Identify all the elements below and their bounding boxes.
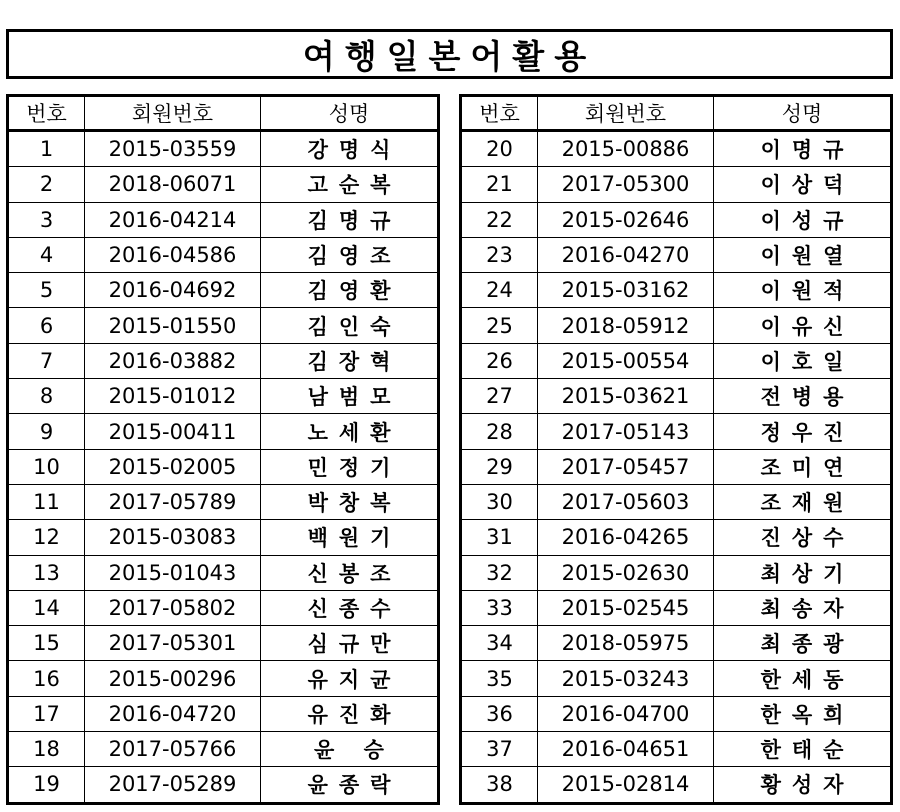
table-row [8, 626, 439, 661]
table-row [461, 414, 892, 449]
cell-member-id: 2016-03882 [85, 343, 261, 378]
cell-name: 유진화 [261, 696, 439, 731]
cell-no: 25 [461, 308, 538, 343]
header-member-id: 회원번호 [85, 96, 261, 131]
cell-member-id: 2017-05603 [538, 484, 714, 519]
cell-no: 26 [461, 343, 538, 378]
cell-name: 윤종락 [261, 767, 439, 803]
cell-name: 유지균 [261, 661, 439, 696]
cell-member-id: 2015-01043 [85, 555, 261, 590]
cell-no: 19 [8, 767, 85, 803]
table-row [8, 273, 439, 308]
cell-no: 12 [8, 520, 85, 555]
table-row [8, 131, 439, 167]
cell-no: 17 [8, 696, 85, 731]
table-row [8, 414, 439, 449]
header-no: 번호 [8, 96, 85, 131]
cell-no: 14 [8, 590, 85, 625]
cell-member-id: 2015-00411 [85, 414, 261, 449]
table-row [8, 520, 439, 555]
cell-name: 백원기 [261, 520, 439, 555]
cell-name: 남범모 [261, 379, 439, 414]
header-member-id: 회원번호 [538, 96, 714, 131]
cell-no: 16 [8, 661, 85, 696]
cell-no: 29 [461, 449, 538, 484]
table-row [8, 767, 439, 803]
table-row [8, 555, 439, 590]
cell-name: 최종광 [714, 626, 892, 661]
cell-name: 민정기 [261, 449, 439, 484]
table-row [461, 696, 892, 731]
cell-member-id: 2017-05802 [85, 590, 261, 625]
cell-member-id: 2015-03621 [538, 379, 714, 414]
cell-member-id: 2016-04586 [85, 237, 261, 272]
cell-member-id: 2016-04692 [85, 273, 261, 308]
table-row [461, 167, 892, 202]
cell-no: 8 [8, 379, 85, 414]
cell-name: 이유신 [714, 308, 892, 343]
cell-name: 이호일 [714, 343, 892, 378]
cell-name: 김명규 [261, 202, 439, 237]
cell-no: 18 [8, 732, 85, 767]
cell-member-id: 2015-00296 [85, 661, 261, 696]
cell-member-id: 2015-03162 [538, 273, 714, 308]
cell-name: 전병용 [714, 379, 892, 414]
table-row [461, 379, 892, 414]
cell-member-id: 2018-05975 [538, 626, 714, 661]
cell-member-id: 2016-04720 [85, 696, 261, 731]
cell-no: 21 [461, 167, 538, 202]
header-name: 성명 [714, 96, 892, 131]
cell-no: 33 [461, 590, 538, 625]
cell-name: 윤 승 [261, 732, 439, 767]
table-row [461, 237, 892, 272]
table-row [461, 590, 892, 625]
header-no: 번호 [461, 96, 538, 131]
cell-member-id: 2015-02814 [538, 767, 714, 803]
cell-no: 30 [461, 484, 538, 519]
member-table-left [6, 94, 440, 805]
table-row [8, 202, 439, 237]
member-table-right [459, 94, 893, 805]
cell-name: 한태순 [714, 732, 892, 767]
cell-member-id: 2015-00554 [538, 343, 714, 378]
table-body-right [461, 131, 892, 804]
cell-no: 2 [8, 167, 85, 202]
cell-no: 22 [461, 202, 538, 237]
cell-member-id: 2017-05143 [538, 414, 714, 449]
cell-name: 조재원 [714, 484, 892, 519]
cell-member-id: 2017-05289 [85, 767, 261, 803]
cell-member-id: 2017-05789 [85, 484, 261, 519]
cell-member-id: 2015-02630 [538, 555, 714, 590]
table-row [461, 732, 892, 767]
cell-name: 신봉조 [261, 555, 439, 590]
cell-member-id: 2015-00886 [538, 131, 714, 167]
cell-member-id: 2015-02545 [538, 590, 714, 625]
table-row [461, 520, 892, 555]
cell-member-id: 2015-03559 [85, 131, 261, 167]
table-row [8, 661, 439, 696]
cell-no: 5 [8, 273, 85, 308]
table-header-row [8, 96, 439, 131]
cell-member-id: 2015-01012 [85, 379, 261, 414]
cell-name: 이원열 [714, 237, 892, 272]
cell-name: 이상덕 [714, 167, 892, 202]
cell-name: 박창복 [261, 484, 439, 519]
cell-no: 28 [461, 414, 538, 449]
cell-member-id: 2018-06071 [85, 167, 261, 202]
cell-member-id: 2018-05912 [538, 308, 714, 343]
table-body-left [8, 131, 439, 804]
table-row [8, 379, 439, 414]
cell-name: 황성자 [714, 767, 892, 803]
cell-no: 13 [8, 555, 85, 590]
cell-name: 심규만 [261, 626, 439, 661]
cell-no: 31 [461, 520, 538, 555]
cell-member-id: 2015-03243 [538, 661, 714, 696]
cell-no: 6 [8, 308, 85, 343]
table-row [8, 696, 439, 731]
table-row [461, 767, 892, 803]
table-row [8, 484, 439, 519]
cell-member-id: 2017-05457 [538, 449, 714, 484]
cell-name: 강명식 [261, 131, 439, 167]
cell-no: 11 [8, 484, 85, 519]
cell-no: 10 [8, 449, 85, 484]
cell-member-id: 2016-04651 [538, 732, 714, 767]
cell-no: 32 [461, 555, 538, 590]
table-header-row [461, 96, 892, 131]
cell-member-id: 2015-02005 [85, 449, 261, 484]
cell-no: 3 [8, 202, 85, 237]
cell-name: 한옥희 [714, 696, 892, 731]
cell-member-id: 2016-04270 [538, 237, 714, 272]
cell-name: 최송자 [714, 590, 892, 625]
cell-name: 신종수 [261, 590, 439, 625]
cell-no: 20 [461, 131, 538, 167]
cell-name: 이성규 [714, 202, 892, 237]
cell-no: 9 [8, 414, 85, 449]
table-row [461, 555, 892, 590]
cell-name: 노세환 [261, 414, 439, 449]
table-row [8, 343, 439, 378]
cell-name: 최상기 [714, 555, 892, 590]
cell-member-id: 2017-05301 [85, 626, 261, 661]
cell-member-id: 2015-02646 [538, 202, 714, 237]
table-row [461, 202, 892, 237]
cell-name: 김장혁 [261, 343, 439, 378]
table-row [461, 308, 892, 343]
cell-no: 1 [8, 131, 85, 167]
table-row [461, 661, 892, 696]
cell-name: 정우진 [714, 414, 892, 449]
table-row [461, 343, 892, 378]
cell-no: 36 [461, 696, 538, 731]
cell-name: 이명규 [714, 131, 892, 167]
table-row [8, 237, 439, 272]
table-row [461, 484, 892, 519]
cell-name: 김영조 [261, 237, 439, 272]
cell-name: 고순복 [261, 167, 439, 202]
cell-member-id: 2016-04700 [538, 696, 714, 731]
table-row [461, 449, 892, 484]
table-row [8, 590, 439, 625]
cell-member-id: 2017-05766 [85, 732, 261, 767]
cell-no: 38 [461, 767, 538, 803]
cell-name: 이원적 [714, 273, 892, 308]
table-row [8, 732, 439, 767]
table-row [461, 626, 892, 661]
cell-no: 27 [461, 379, 538, 414]
table-row [461, 273, 892, 308]
cell-name: 김인숙 [261, 308, 439, 343]
cell-no: 37 [461, 732, 538, 767]
cell-no: 23 [461, 237, 538, 272]
cell-name: 한세동 [714, 661, 892, 696]
table-row [8, 167, 439, 202]
cell-no: 15 [8, 626, 85, 661]
cell-member-id: 2016-04214 [85, 202, 261, 237]
cell-no: 35 [461, 661, 538, 696]
cell-name: 진상수 [714, 520, 892, 555]
cell-no: 4 [8, 237, 85, 272]
table-row [8, 308, 439, 343]
cell-no: 7 [8, 343, 85, 378]
cell-member-id: 2015-01550 [85, 308, 261, 343]
cell-no: 24 [461, 273, 538, 308]
table-row [461, 131, 892, 167]
cell-name: 조미연 [714, 449, 892, 484]
table-row [8, 449, 439, 484]
header-name: 성명 [261, 96, 439, 131]
cell-no: 34 [461, 626, 538, 661]
cell-member-id: 2015-03083 [85, 520, 261, 555]
cell-member-id: 2016-04265 [538, 520, 714, 555]
document-title: 여행일본어활용 [6, 29, 893, 79]
cell-name: 김영환 [261, 273, 439, 308]
cell-member-id: 2017-05300 [538, 167, 714, 202]
